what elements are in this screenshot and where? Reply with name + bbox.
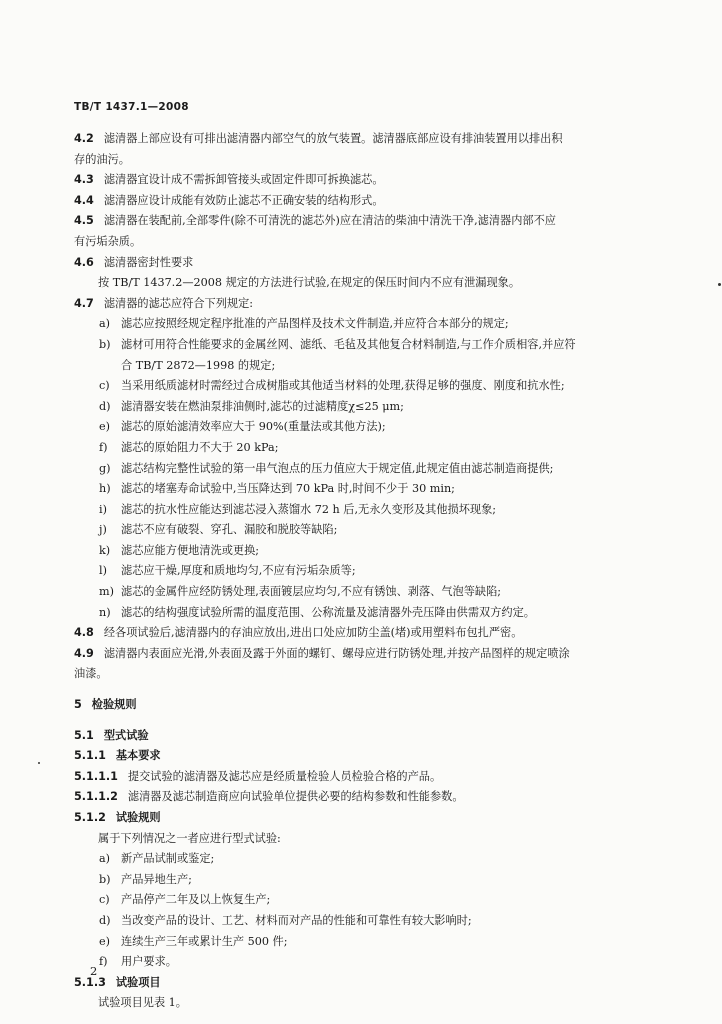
indented-paragraph: 按 TB/T 1437.2—2008 规定的方法进行试验,在规定的保压时间内不应有泄漏现象。 [98, 276, 521, 290]
list-item [74, 314, 674, 335]
list-marker: j) [99, 523, 107, 537]
list-item-text: 产品停产二年及以上恢复生产; [121, 893, 271, 907]
list-marker: k) [99, 543, 111, 557]
clause-number: 4.3 [74, 173, 94, 187]
clause-number: 5.1.1.2 [74, 790, 118, 804]
section-title: 试验规则 [115, 811, 161, 824]
list-item [74, 911, 674, 932]
list-item-text: 滤芯应按照经规定程序批准的产品图样及技术文件制造,并应符合本部分的规定; [121, 317, 509, 331]
list-marker: c) [99, 893, 110, 907]
list-marker: f) [99, 955, 108, 969]
section-number: 5.1.3 [74, 975, 106, 989]
section-heading [74, 726, 674, 747]
indented-paragraph: 属于下列情况之一者应进行型式试验: [98, 831, 281, 845]
list-marker: n) [99, 605, 111, 619]
list-item-text: 产品异地生产; [121, 872, 192, 886]
clause-paragraph [74, 787, 674, 808]
section-number: 5.1.1 [74, 749, 106, 763]
section-number: 5 [74, 698, 82, 712]
list-marker: l) [99, 564, 107, 578]
clause-number: 4.6 [74, 255, 94, 269]
clause-number: 4.7 [74, 296, 94, 310]
list-item [74, 500, 674, 521]
list-item [74, 582, 674, 603]
section-heading [74, 808, 674, 829]
section-heading [74, 973, 674, 994]
clause-text: 滤清器内表面应光滑,外表面及露于外面的螺钉、螺母应进行防锈处理,并按产品图样的规定喷涂 [103, 646, 570, 660]
clause-paragraph [74, 129, 674, 150]
clause-text: 滤清器的滤芯应符合下列规定: [103, 296, 254, 310]
clause-paragraph [74, 170, 674, 191]
section-number: 5.1 [74, 728, 94, 742]
list-marker: m) [99, 585, 114, 599]
list-item-text: 滤清器安装在燃油泵排油侧时,滤芯的过滤精度χ≤25 μm; [121, 399, 404, 413]
section-heading [74, 695, 674, 716]
clause-text: 滤清器上部应设有可排出滤清器内部空气的放气装置。滤清器底部应设有排油装置用以排出积 [103, 132, 563, 145]
list-item-text: 滤芯应能方便地清洗或更换; [121, 543, 260, 557]
clause-number: 5.1.1.1 [74, 769, 118, 783]
paragraph-continuation: 存的油污。 [74, 152, 130, 166]
clause-paragraph [74, 644, 674, 665]
list-item-text: 滤芯的原始滤清效率应大于 90%(重量法或其他方法); [121, 420, 386, 434]
list-marker: b) [99, 872, 111, 886]
clause-text: 滤清器及滤芯制造商应向试验单位提供必要的结构参数和性能参数。 [127, 790, 464, 804]
clause-text: 滤清器密封性要求 [103, 255, 194, 269]
list-item-text: 滤材可用符合性能要求的金属丝网、滤纸、毛毡及其他复合材料制造,与工作介质相容,并应符 [121, 337, 576, 351]
clause-number: 4.9 [74, 646, 94, 660]
list-marker: d) [99, 913, 111, 927]
list-item-text: 滤芯的堵塞寿命试验中,当压降达到 70 kPa 时,时间不少于 30 min; [121, 482, 455, 496]
list-marker: f) [99, 440, 108, 454]
list-item [74, 603, 674, 624]
list-item-text: 当改变产品的设计、工艺、材料而对产品的性能和可靠性有较大影响时; [121, 913, 472, 927]
list-item [74, 417, 674, 438]
list-item [74, 952, 674, 973]
clause-number: 4.2 [74, 132, 94, 145]
section-gap [74, 685, 674, 695]
clause-number: 4.4 [74, 193, 94, 207]
list-item-text: 滤芯不应有破裂、穿孔、漏胶和脱胶等缺陷; [121, 523, 338, 537]
list-item-text: 滤芯的结构强度试验所需的温度范围、公称流量及滤清器外壳压降由供需双方约定。 [121, 605, 535, 619]
document-body [74, 129, 674, 1014]
list-item-text: 连续生产三年或累计生产 500 件; [121, 934, 288, 948]
list-item [74, 849, 674, 870]
list-marker: d) [99, 399, 111, 413]
list-marker: a) [99, 852, 111, 866]
section-title: 试验项目 [115, 975, 161, 989]
section-title: 检验规则 [91, 698, 137, 712]
list-marker: g) [99, 461, 111, 475]
list-marker: h) [99, 482, 111, 496]
list-item-text: 滤芯的金属件应经防锈处理,表面镀层应均匀,不应有锈蚀、剥落、气泡等缺陷; [121, 585, 502, 599]
list-marker: a) [99, 317, 111, 331]
indented-paragraph: 试验项目见表 1。 [98, 996, 187, 1010]
list-item-text: 滤芯结构完整性试验的第一串气泡点的压力值应大于规定值,此规定值由滤芯制造商提供; [121, 461, 554, 475]
list-item-text: 当采用纸质滤材时需经过合成树脂或其他适当材料的处理,获得足够的强度、刚度和抗水性; [121, 379, 565, 393]
list-item-text: 滤芯的原始阻力不大于 20 kPa; [121, 440, 279, 454]
section-heading [74, 746, 674, 767]
clause-text: 提交试验的滤清器及滤芯应是经质量检验人员检验合格的产品。 [127, 769, 442, 783]
list-marker: e) [99, 420, 110, 434]
paragraph-continuation: 有污垢杂质。 [74, 234, 142, 248]
list-marker: b) [99, 337, 111, 351]
list-item [74, 397, 674, 418]
list-item [74, 335, 674, 356]
clause-paragraph [74, 294, 674, 315]
section-title: 型式试验 [103, 728, 149, 742]
clause-paragraph [74, 767, 674, 788]
list-item-text: 滤芯的抗水性应能达到滤芯浸入蒸馏水 72 h 后,无永久变形及其他损坏现象; [121, 502, 497, 516]
clause-text: 滤清器应设计成能有效防止滤芯不正确安装的结构形式。 [103, 193, 384, 207]
clause-number: 4.8 [74, 626, 94, 640]
section-title: 基本要求 [115, 749, 161, 763]
list-marker: e) [99, 934, 110, 948]
list-item-continuation: 合 TB/T 2872—1998 的规定; [121, 358, 276, 372]
scan-speck [718, 283, 721, 286]
list-item-text: 新产品试制或鉴定; [121, 852, 215, 866]
list-item [74, 479, 674, 500]
scan-speck [38, 762, 40, 764]
page-number: 2 [90, 964, 98, 978]
list-item-text: 滤芯应干燥,厚度和质地均匀,不应有污垢杂质等; [121, 564, 356, 578]
clause-paragraph [74, 211, 674, 232]
clause-paragraph [74, 191, 674, 212]
clause-text: 经各项试验后,滤清器内的存油应放出,进出口处应加防尘盖(堵)或用塑料布包扎严密。 [103, 626, 523, 640]
section-number: 5.1.2 [74, 811, 106, 824]
list-item [74, 890, 674, 911]
clause-number: 4.5 [74, 214, 94, 228]
list-item [74, 932, 674, 953]
clause-text: 滤清器宜设计成不需拆卸管接头或固定件即可拆换滤芯。 [103, 173, 384, 187]
list-item [74, 376, 674, 397]
list-item [74, 438, 674, 459]
list-item [74, 520, 674, 541]
section-gap [74, 716, 674, 726]
list-item [74, 541, 674, 562]
list-item-text: 用户要求。 [121, 955, 177, 969]
standard-code-header: TB/T 1437.1—2008 [74, 101, 189, 113]
clause-paragraph [74, 253, 674, 274]
list-item [74, 459, 674, 480]
list-marker: c) [99, 379, 110, 393]
list-marker: i) [99, 502, 107, 516]
clause-paragraph [74, 623, 674, 644]
list-item [74, 561, 674, 582]
paragraph-continuation: 油漆。 [74, 667, 108, 681]
clause-text: 滤清器在装配前,全部零件(除不可清洗的滤芯外)应在清洁的柴油中清洗干净,滤清器内部不应 [103, 214, 556, 228]
list-item [74, 870, 674, 891]
